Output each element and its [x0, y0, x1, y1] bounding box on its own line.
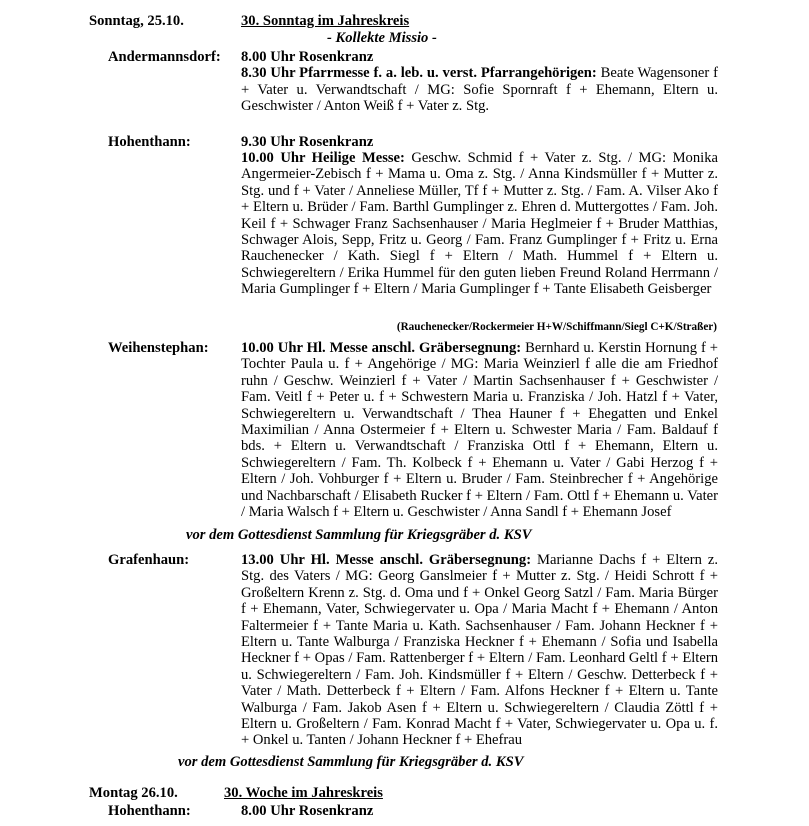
- entry-weihenstephan: [241, 340, 718, 520]
- entry-head: 8.00 Uhr Rosenkranz: [241, 49, 374, 65]
- entry-text: Marianne Dachs f + Eltern z. Stg. des Vaters / MG: Georg Ganslmeier f + Mutter z. Stg. / Heidi Schrott f + Großeltern Krenn z. Stg. d. Oma und f + Onkel Georg Satzl / Fam. Maria Bürger f + Ehemann, Vater, Schwiegervater u. Opa / Maria Macht f + Ehemann / Anton Faltermeier f + Tante Maria u. Kath. Sachsenhauser / Fam. Johann Heckner f + Eltern u. Tante Walburga / Franziska Heckner f + Ehemann / Sofia und Isabella Heckner f + Opas / Fam. Rattenberger f + Eltern / Fam. Leonhard Geltl f + Eltern u. Schwiegereltern / Fam. Joh. Kindsmüller f + Eltern / Geschw. Detterbeck f + Vater / Math. Detterbeck f + Eltern / Fam. Alfons Heckner f + Eltern u. Tante Walburga / Fam. Jakob Asen f + Eltern u. Schwiegereltern / Claudia Zöttl f + Eltern u. Großeltern / Fam. Konrad Macht f + Vater, Schwiegervater u. Opa u. f. + Onkel u. Tanten / Johann Heckner f + Ehefrau: [241, 552, 718, 749]
- place-weihenstephan: Weihenstephan:: [108, 340, 209, 356]
- entry-text: Bernhard u. Kerstin Hornung f + Tochter Paula u. f + Angehörige / MG: Maria Weinzierl f alle die am Friedhof ruhn / Geschw. Weinzierl f + Vater / Martin Sachsenhauser f + Geschwister / Fam. Veitl f + Peter u. f + Schwestern Maria u. Franziska / Joh. Hatzl f + Vater, Schwiegereltern u. Verwandtschaft / Thea Hauner f + Ehegatten und Enkel Maximilian / Anna Ostermeier f + Eltern u. Schwester Maria / Fam. Baldauf f bds. + Eltern u. Verwandtschaft / Franziska Ottl f + Ehemann, Eltern u. Schwiegereltern / Fam. Th. Kolbeck f + Ehemann u. Vater / Gabi Herzog f + Eltern / Joh. Vohburger f + Eltern u. Bruder / Fam. Steinbrecher f + Angehörige und Nachbarschaft / Elisabeth Rucker f + Eltern / Fam. Ottl f + Ehemann u. Vater / Maria Walsch f + Eltern u. Geschwister / Anna Sandl f + Ehemann Josef: [241, 340, 719, 521]
- entry-hohenthann-mass: [241, 150, 718, 298]
- day-title: 30. Woche im Jahreskreis: [224, 785, 383, 801]
- entry-paragraph: [241, 65, 718, 114]
- entry-paragraph: [241, 150, 718, 298]
- day-date: Sonntag, 25.10.: [89, 13, 184, 29]
- entry-head: 8.00 Uhr Rosenkranz: [241, 803, 374, 819]
- entry-hohenthann: [241, 134, 718, 150]
- entry-text: Beate Wagensoner f + Vater u. Verwandtschaft / MG: Sofie Spornraft f + Ehemann, Eltern u. Geschwister / Anton Weiß f + Vater z. Stg.: [241, 65, 718, 115]
- collection-note: - Kollekte Missio -: [327, 30, 437, 46]
- entry-head: 10.00 Uhr Hl. Messe anschl. Gräbersegnung:: [241, 340, 522, 356]
- collection-note-kriegsgraeber: vor dem Gottesdienst Sammlung für Kriegsgräber d. KSV: [178, 754, 524, 770]
- ministranten-list: (Rauchenecker/Rockermeier H+W/Schiffmann/Siegl C+K/Straßer): [396, 321, 717, 333]
- entry-grafenhaun: [241, 552, 718, 749]
- entry-hohenthann-monday: [241, 803, 718, 819]
- entry-andermannsdorf: [241, 49, 718, 115]
- place-hohenthann-monday: Hohenthann:: [108, 803, 191, 819]
- entry-paragraph: [241, 340, 718, 520]
- entry-text: Geschw. Schmid f + Vater z. Stg. / MG: Monika Angermeier-Zebisch f + Mama u. Oma z. Stg. / Anna Kindsmüller f + Mutter z. Stg. und f + Vater / Anneliese Müller, Tf f + Mutter z. Stg. / Fam. A. Vilser Ako f + Eltern u. Brüder / Fam. Barthl Gumplinger z. Ehren d. Muttergottes / Fam. Joh. Keil f + Schwager Franz Sachsenhauser / Maria Heglmeier f + Bruder Matthias, Schwager Alois, Sepp, Fritz u. Georg / Fam. Franz Gumplinger f + Fritz u. Erna Rauchenecker / Kath. Siegl f + Eltern / Math. Hummel f + Eltern u. Schwiegereltern / Erika Hummel für den guten lieben Freund Roland Herrmann / Maria Gumplinger f + Eltern / Maria Gumplinger f + Tante Elisabeth Geisberger: [241, 150, 718, 298]
- collection-note-kriegsgraeber: vor dem Gottesdienst Sammlung für Kriegsgräber d. KSV: [186, 527, 532, 543]
- entry-head: 10.00 Uhr Heilige Messe:: [241, 150, 405, 166]
- place-andermannsdorf: Andermannsdorf:: [108, 49, 221, 65]
- place-hohenthann: Hohenthann:: [108, 134, 191, 150]
- entry-paragraph: [241, 552, 718, 749]
- day-heading-sunday: [89, 13, 409, 29]
- entry-head: 9.30 Uhr Rosenkranz: [241, 134, 374, 150]
- entry-head: 8.30 Uhr Pfarrmesse f. a. leb. u. verst. Pfarrangehörigen:: [241, 65, 597, 82]
- entry-head: 13.00 Uhr Hl. Messe anschl. Gräbersegnung:: [241, 552, 532, 568]
- place-grafenhaun: Grafenhaun:: [108, 552, 190, 568]
- day-date: Montag 26.10.: [89, 785, 178, 801]
- day-heading-monday: [89, 785, 383, 801]
- day-title: 30. Sonntag im Jahreskreis: [241, 13, 410, 29]
